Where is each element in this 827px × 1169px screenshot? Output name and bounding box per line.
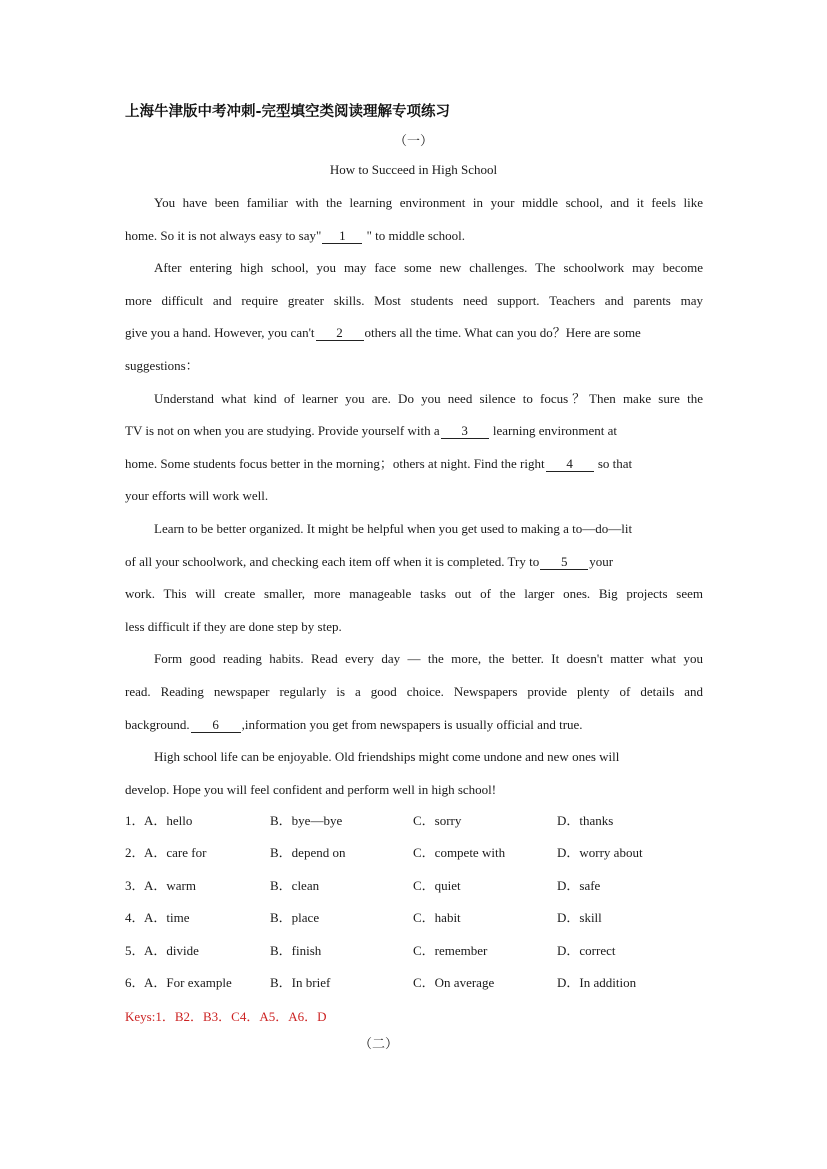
text-line: work. This will create smaller, more manageable tasks out of the larger ones. Big projects seem <box>125 586 703 602</box>
option-b: B．In brief <box>270 974 331 990</box>
blank-1: 1 <box>322 229 362 244</box>
text-line: TV is not on when you are studying. Provide yourself with a 3 learning environment at <box>125 423 618 439</box>
option-b: B．depend on <box>270 845 346 861</box>
answer-keys: Keys:1．B2．B3．C4．A5．A6．D <box>125 1009 327 1024</box>
option-c: C．compete with <box>413 845 506 861</box>
text-line: your efforts will work well. <box>125 488 269 504</box>
text-line: home. Some students focus better in the morning；others at night. Find the right 4 so that <box>125 455 633 471</box>
text-line: home. So it is not always easy to say" 1 " to middle school. <box>125 227 466 243</box>
text-line: develop. Hope you will feel confident and perform well in high school! <box>125 781 497 797</box>
paragraph-3 <box>125 383 703 513</box>
text-line: Learn to be better organized. It might be helpful when you get used to making a to—do—lit <box>154 520 633 536</box>
option-a: A．For example <box>144 974 232 990</box>
question-list <box>125 805 685 999</box>
question-row <box>125 805 685 837</box>
option-a: A．divide <box>144 942 199 958</box>
paragraph-6 <box>125 741 703 806</box>
option-d: D．correct <box>557 942 616 958</box>
text-line: suggestions： <box>125 357 199 373</box>
paragraph-1 <box>125 187 703 252</box>
blank-3: 3 <box>441 424 489 439</box>
option-d: D．In addition <box>557 974 637 990</box>
text-line: High school life can be enjoyable. Old friendships might come undone and new ones will <box>154 749 620 765</box>
section-heading-2: （二） <box>358 1036 398 1051</box>
option-d: D．thanks <box>557 813 614 828</box>
option-d: D．safe <box>557 877 601 893</box>
question-number: 4． <box>125 910 145 926</box>
text-line: background. 6 ,information you get from newspapers is usually official and true. <box>125 716 583 732</box>
text-line: Understand what kind of learner you are. Do you need silence to focus？Then make sure the <box>154 390 703 406</box>
option-c: C．On average <box>413 974 495 990</box>
passage-body <box>125 187 703 806</box>
document-title: 上海牛津版中考冲刺-完型填空类阅读理解专项练习 <box>125 104 451 120</box>
question-row <box>125 870 685 902</box>
question-row <box>125 935 685 967</box>
paragraph-2 <box>125 252 703 382</box>
text-line: more difficult and require greater skills. Most students need support. Teachers and parents may <box>125 292 703 308</box>
option-c: C．quiet <box>413 877 461 893</box>
question-row <box>125 902 685 934</box>
option-b: B．place <box>270 910 320 926</box>
text-line: give you a hand. However, you can't 2 others all the time. What can you do？Here are some <box>125 325 641 341</box>
text-line: less difficult if they are done step by step. <box>125 618 342 634</box>
option-a: A．hello <box>144 813 193 828</box>
option-c: C．sorry <box>413 813 462 828</box>
blank-2: 2 <box>316 326 364 341</box>
option-c: C．habit <box>413 910 461 926</box>
option-b: B．finish <box>270 942 322 958</box>
blank-5: 5 <box>540 555 588 570</box>
question-row <box>125 837 685 869</box>
blank-6: 6 <box>191 718 241 733</box>
question-number: 5． <box>125 942 145 958</box>
option-a: A．warm <box>144 877 196 893</box>
question-number: 1． <box>125 813 145 828</box>
option-d: D．skill <box>557 910 602 926</box>
option-b: B．clean <box>270 877 320 893</box>
option-c: C．remember <box>413 942 488 958</box>
question-number: 3． <box>125 877 145 893</box>
text-line: After entering high school, you may face some new challenges. The schoolwork may become <box>154 260 703 276</box>
question-number: 6． <box>125 974 145 990</box>
text-line: read. Reading newspaper regularly is a good choice. Newspapers provide plenty of details and <box>125 683 703 699</box>
section-heading-1: （一） <box>393 133 433 148</box>
text-line: of all your schoolwork, and checking each item off when it is completed. Try to 5 your <box>125 553 614 569</box>
question-row <box>125 967 685 999</box>
text-line: You have been familiar with the learning environment in your middle school, and it feels like <box>154 195 703 210</box>
paragraph-4 <box>125 513 703 643</box>
passage-title: How to Succeed in High School <box>329 162 498 177</box>
blank-4: 4 <box>546 457 594 472</box>
option-b: B．bye—bye <box>270 813 343 828</box>
option-d: D．worry about <box>557 845 643 861</box>
paragraph-5 <box>125 643 703 741</box>
text-line: Form good reading habits. Read every day — the more, the better. It doesn't matter what you <box>154 651 703 667</box>
option-a: A．care for <box>144 845 207 861</box>
option-a: A．time <box>144 910 190 926</box>
question-number: 2． <box>125 845 145 861</box>
